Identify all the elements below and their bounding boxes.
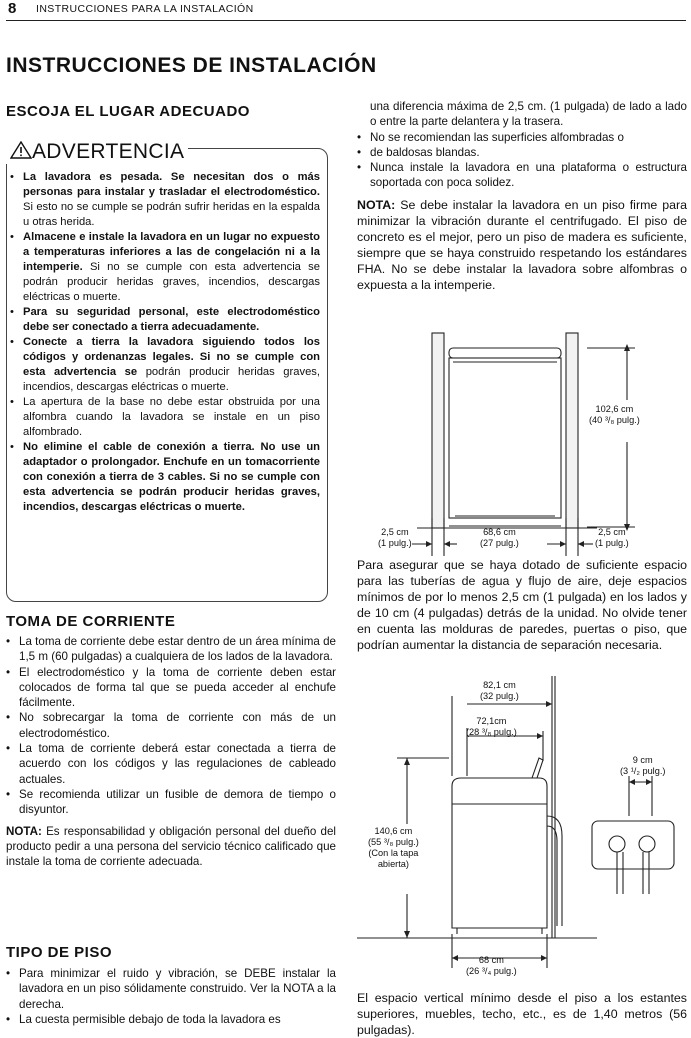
dim3-label — [620, 755, 665, 777]
toma-list — [6, 634, 336, 818]
list-item — [6, 634, 336, 665]
bold-text: Conecte a tierra la lavadora siguiendo todos los códigos y ordenanzas legales. Si no se cumple con esta advertencia se — [23, 336, 320, 378]
list-item — [10, 230, 320, 305]
list-item — [357, 130, 687, 145]
width-side-in: (26 ³/₄ pulg.) — [466, 966, 517, 976]
bold-text: Para su seguridad personal, este electrodoméstico debe ser conectado a tierra adecuadamente. — [23, 306, 320, 333]
list-item — [10, 305, 320, 335]
item-text: La cuesta permisible debajo de toda la lavadora es — [19, 1012, 281, 1026]
page-number: 8 — [8, 0, 17, 17]
hose-detail-box — [592, 821, 674, 869]
nota-label: NOTA: — [6, 824, 42, 838]
list-item — [357, 145, 687, 160]
item-text: El electrodoméstico y la toma de corriente deben estar colocados de forma tal que se pueda acceder al enchufe fácilmente. — [19, 665, 336, 710]
dim2-in: (28 ³/₈ pulg.) — [466, 727, 517, 737]
width-side-label — [466, 955, 517, 977]
main-title: INSTRUCCIONES DE INSTALACIÓN — [6, 54, 377, 77]
dim1-cm: 82,1 cm — [483, 680, 516, 690]
item-text: La toma de corriente deberá estar conectada a tierra de acuerdo con los códigos y las regulaciones de cableado actuales. — [19, 742, 336, 786]
width-in: (27 pulg.) — [480, 538, 519, 548]
toma-nota — [6, 824, 336, 870]
right-gap-cm: 2,5 cm — [598, 527, 626, 537]
list-item — [10, 335, 320, 395]
nota-label: NOTA: — [357, 197, 396, 212]
warning-title — [6, 140, 188, 164]
nota-text: Se debe instalar la lavadora en un piso firme para minimizar la vibración durante el centrifugado. El piso de concreto es el mejor, pero un piso de madera es suficiente, siempre que se haya construido respetando los estándares FHA. No se debe instalar la lavadora sobre alfombras o expuesta a la intemperie. — [357, 197, 687, 292]
list-item — [6, 1012, 336, 1027]
clearance-paragraph: Para asegurar que se haya dotado de suficiente espacio para las tuberías de agua y flujo de aire, deje espacios mínimos de por lo menos 2,5 cm (1 pulgada) en los lados y de 10 cm (4 pulgadas) detrás de la unidad. No olvide tener en cuenta las molduras de paredes, puertas o piso, que podrían aumentar la distancia de separación necesaria. — [357, 558, 687, 652]
height-open-in: (55 ³/₈ pulg.) — [368, 837, 419, 847]
height-in: (40 ³/₈ pulg.) — [589, 415, 640, 425]
list-item — [6, 741, 336, 787]
vertical-space-paragraph: El espacio vertical mínimo desde el piso a los estantes superiores, muebles, techo, etc., es de 1,40 metros (56 pulgadas). — [357, 991, 687, 1037]
list-item — [6, 665, 336, 711]
list-item — [357, 160, 687, 191]
height-open-note1: (Con la tapa — [368, 848, 419, 858]
item-text: No se recomiendan las superficies alfombradas o — [370, 130, 624, 144]
right-list — [357, 130, 687, 191]
item-text: Nunca instale la lavadora en una plataforma o estructura soportada con poca solidez. — [370, 161, 687, 190]
left-gap-cm: 2,5 cm — [381, 527, 409, 537]
width-cm: 68,6 cm — [483, 527, 516, 537]
list-item — [6, 966, 336, 1012]
right-nota — [357, 197, 687, 293]
clearance-figure-front — [357, 330, 687, 560]
left-gap-in: (1 pulg.) — [378, 538, 412, 548]
section-title-toma: TOMA DE CORRIENTE — [6, 613, 176, 630]
left-gap-label — [378, 527, 412, 549]
warning-list — [10, 170, 320, 515]
list-item — [10, 170, 320, 230]
piso-continuation: una diferencia máxima de 2,5 cm. (1 pulgada) de lado a lado o entre la parte delantera y la trasera. — [370, 100, 687, 129]
list-item — [10, 395, 320, 440]
item-text: de baldosas blandas. — [370, 145, 480, 159]
toma-body — [6, 634, 336, 869]
list-item — [6, 787, 336, 818]
section-title-lugar: ESCOJA EL LUGAR ADECUADO — [6, 103, 250, 120]
item-text: Si esto no se cumple se podrán sufrir heridas en la espalda u otras herida. — [23, 201, 320, 228]
bold-text: La lavadora es pesada. Se necesitan dos o más personas para instalar y trasladar el electrodoméstico. — [23, 171, 320, 198]
right-gap-in: (1 pulg.) — [595, 538, 629, 548]
dim1-label — [480, 680, 519, 702]
item-text: Para minimizar el ruido y vibración, se DEBE instalar la lavadora en un piso sólidamente construido. Ver la NOTA a la derecha. — [19, 967, 336, 1011]
nota-text: Es responsabilidad y obligación personal del dueño del producto pedir a una persona del servicio técnico calificado que instale la toma de corriente adecuada. — [6, 824, 336, 869]
list-item — [10, 440, 320, 515]
item-text: Se recomienda utilizar un fusible de demora de tiempo o disyuntor. — [19, 787, 336, 817]
right-wall — [566, 333, 578, 528]
dim2-label — [466, 716, 517, 738]
piso-list — [6, 966, 336, 1027]
left-wall — [432, 333, 444, 528]
height-open-note2: abierta) — [377, 859, 409, 869]
item-text: Si no se cumple con esta advertencia se podrán producir heridas graves, incendios, descargas eléctricas o muerte. — [23, 261, 320, 303]
right-column-top — [357, 99, 687, 293]
item-text: La toma de corriente debe estar dentro de un área mínima de 1,5 m (60 pulgadas) a cualquiera de los lados de la lavadora. — [19, 635, 336, 664]
item-text: No sobrecargar la toma de corriente con más de un electrodoméstico. — [19, 711, 336, 740]
section-title-piso: TIPO DE PISO — [6, 944, 113, 961]
width-side-cm: 68 cm — [478, 955, 504, 965]
height-cm: 102,6 cm — [595, 404, 634, 414]
washer-front-drawing — [449, 348, 561, 526]
list-item — [6, 710, 336, 741]
item-text: podrán producir heridas graves, incendios, descargas eléctricas o muerte. — [23, 366, 320, 393]
bold-text: No elimine el cable de conexión a tierra. No use un adaptador o prolongador. Enchufe en un tomacorriente con conexión a tierra de 3 cables. Si no se cumple con esta advertencia se podrán producir heridas graves, incendios, descargas eléctricas o muerte. — [23, 441, 320, 513]
height-open-cm: 140,6 cm — [374, 826, 413, 836]
dim2-cm: 72,1cm — [476, 716, 507, 726]
page-header — [6, 0, 686, 21]
height-open-label — [368, 826, 419, 870]
header-title: INSTRUCCIONES PARA LA INSTALACIÓN — [36, 3, 254, 15]
height-label — [589, 404, 640, 426]
warning-title-text: ADVERTENCIA — [32, 140, 185, 163]
warning-triangle-icon — [10, 141, 32, 159]
right-gap-label — [595, 527, 629, 549]
bold-text: Almacene e instale la lavadora en un lugar no expuesto a temperaturas inferiores a las de congelación ni a la intemperie. — [23, 231, 320, 273]
width-label — [480, 527, 519, 549]
washer-side-drawing — [452, 758, 562, 934]
dim3-in: (3 ¹/₂ pulg.) — [620, 766, 666, 776]
dim1-in: (32 pulg.) — [480, 691, 519, 701]
dim3-cm: 9 cm — [632, 755, 653, 765]
item-text: La apertura de la base no debe estar obstruida por una alfombra cuando la lavadora se instale en un piso alfombrado. — [23, 396, 320, 438]
